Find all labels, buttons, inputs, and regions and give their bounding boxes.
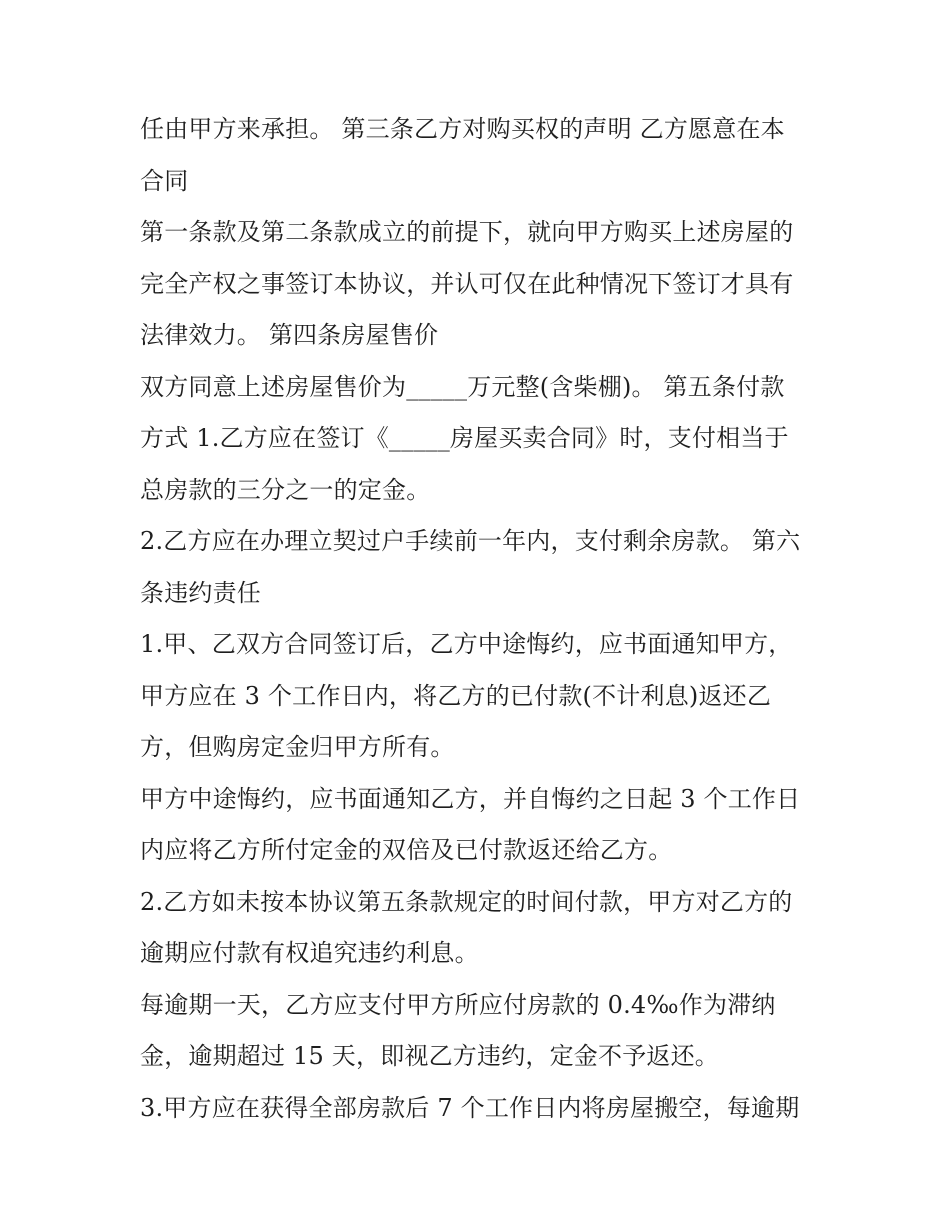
text-line: 完全产权之事签订本协议，并认可仅在此种情况下签订才具有 (140, 269, 794, 298)
text-line: 任由甲方来承担。 第三条乙方对购买权的声明 乙方愿意在本 (140, 115, 785, 143)
text-line: 双方同意上述房屋售价为_____万元整(含柴棚)。 第五条付款 (140, 372, 785, 401)
text-line: 第一条款及第二条款成立的前提下，就向甲方购买上述房屋的 (140, 218, 794, 246)
text-line: 条违约责任 (140, 578, 261, 607)
text-line: 甲方应在 3 个工作日内，将乙方的已付款(不计利息)返还乙 (140, 681, 772, 710)
text-line: 甲方中途悔约，应书面通知乙方，并自悔约之日起 3 个工作日 (140, 784, 801, 813)
text-line: 每逾期一天，乙方应支付甲方所应付房款的 0.4‰作为滞纳 (140, 990, 776, 1019)
text-line: 合同 (140, 166, 189, 195)
text-line: 总房款的三分之一的定金。 (140, 475, 431, 504)
text-line: 逾期应付款有权追究违约利息。 (140, 939, 479, 967)
text-line: 内应将乙方所付定金的双倍及已付款返还给乙方。 (140, 836, 673, 864)
text-line: 2.乙方应在办理立契过户手续前一年内，支付剩余房款。 第六 (140, 527, 801, 555)
text-line: 1.甲、乙双方合同签订后，乙方中途悔约，应书面通知甲方， (140, 630, 793, 658)
text-line: 金，逾期超过 15 天，即视乙方违约，定金不予返还。 (140, 1042, 719, 1070)
text-line: 3.甲方应在获得全部房款后 7 个工作日内将房屋搬空，每逾期 (140, 1093, 800, 1122)
text-line: 方式 1.乙方应在签订《_____房屋买卖合同》时，支付相当于 (140, 424, 789, 452)
text-line: 方，但购房定金归甲方所有。 (140, 733, 455, 761)
text-line: 法律效力。 第四条房屋售价 (140, 321, 439, 349)
document-body (140, 104, 820, 1134)
text-line: 2.乙方如未按本协议第五条款规定的时间付款，甲方对乙方的 (140, 887, 793, 916)
